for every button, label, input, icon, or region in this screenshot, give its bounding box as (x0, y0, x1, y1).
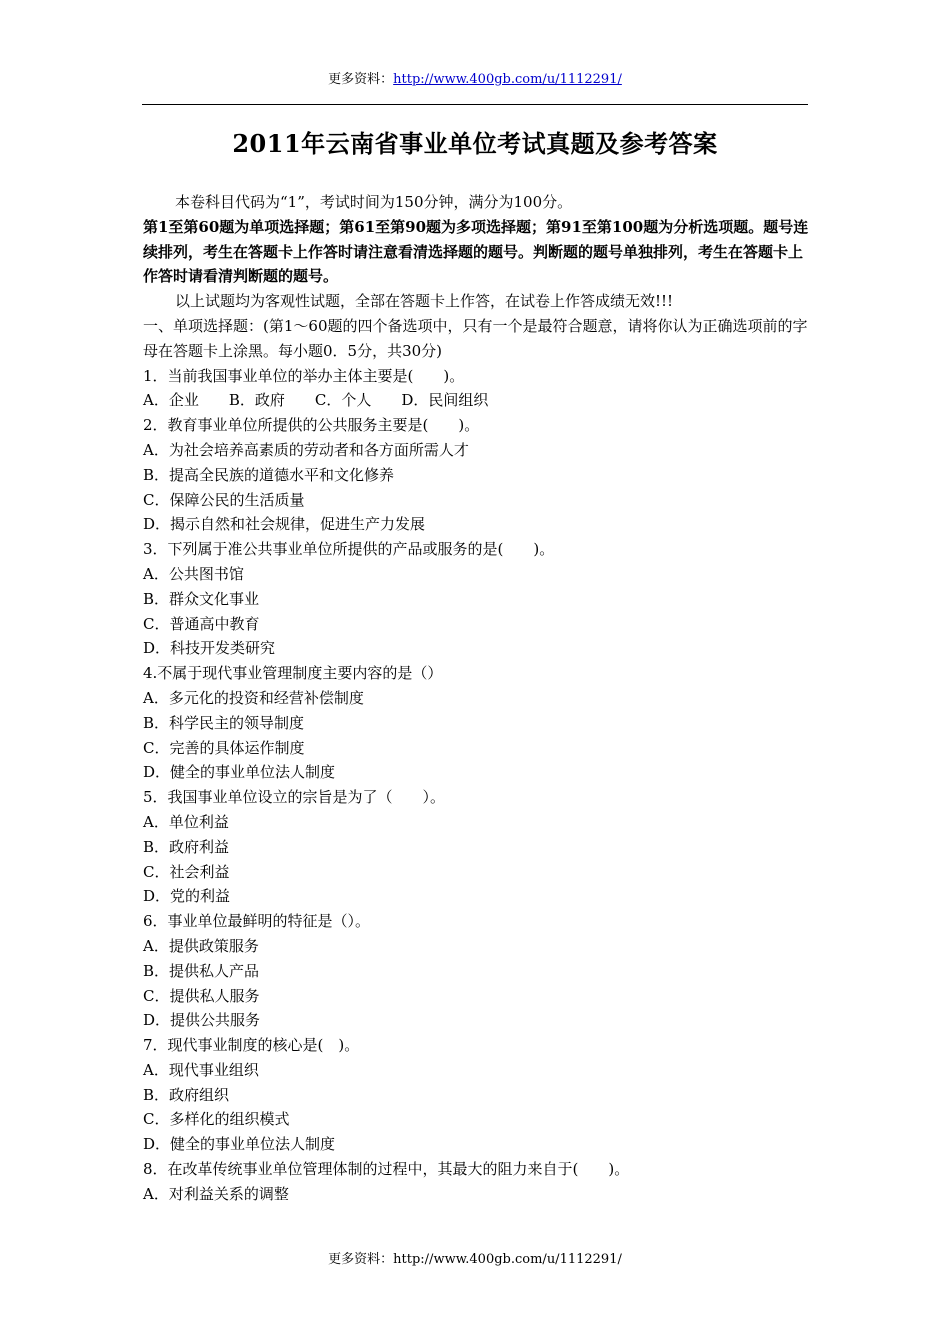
question-line: 2．教育事业单位所提供的公共服务主要是( )。 (143, 416, 480, 435)
option-line: B．科学民主的领导制度 (143, 713, 305, 732)
option-line: C．完善的具体运作制度 (143, 738, 305, 757)
option-line: D．提供公共服务 (143, 1011, 261, 1030)
page-footer (0, 1248, 950, 1267)
option-line: A．多元化的投资和经营补偿制度 (143, 688, 364, 707)
option-line: C．提供私人服务 (143, 986, 260, 1005)
question-line: 6．事业单位最鲜明的特征是（）。 (143, 912, 371, 931)
option-line: A．企业 B．政府 C．个人 D．民间组织 (143, 391, 489, 410)
question-line: 5．我国事业单位设立的宗旨是为了（ ）。 (143, 788, 446, 807)
option-line: A．单位利益 (143, 812, 229, 831)
question-line: 3．下列属于准公共事业单位所提供的产品或服务的是( )。 (143, 540, 555, 559)
question-list (143, 364, 811, 1207)
header-link[interactable]: http://www.400gb.com/u/1112291/ (393, 72, 622, 87)
option-line: D．健全的事业单位法人制度 (143, 763, 336, 782)
option-line: A．为社会培养高素质的劳动者和各方面所需人才 (143, 440, 469, 459)
option-line: B．政府组织 (143, 1085, 230, 1104)
option-line: D．健全的事业单位法人制度 (143, 1135, 336, 1154)
page-header (0, 68, 950, 87)
document-body (143, 190, 811, 1207)
header-rule (142, 104, 808, 105)
option-line: B．政府利益 (143, 837, 230, 856)
option-line: B．提供私人产品 (143, 961, 260, 980)
option-line: A．现代事业组织 (143, 1060, 259, 1079)
option-line: A．公共图书馆 (143, 564, 244, 583)
intro-bold-instructions: 第1至第60题为单项选择题；第61至第90题为多项选择题；第91至第100题为分析选项题。题号连续排列，考生在答题卡上作答时请注意看清选择题的题号。判断题的题号单独排列，考生在答题卡上作答时请看清判断题的题号。 (143, 217, 809, 286)
intro-line: 本卷科目代码为“1”，考试时间为150分钟，满分为100分。 (175, 193, 573, 211)
page-title: 2011年云南省事业单位考试真题及参考答案 (232, 129, 718, 158)
question-line: 8．在改革传统事业单位管理体制的过程中，其最大的阻力来自于( )。 (143, 1160, 630, 1179)
option-line: A．提供政策服务 (143, 936, 259, 955)
option-line: B．群众文化事业 (143, 589, 260, 608)
footer-link[interactable]: http://www.400gb.com/u/1112291/ (393, 1252, 622, 1267)
option-line: B．提高全民族的道德水平和文化修养 (143, 465, 395, 484)
option-line: D．党的利益 (143, 887, 231, 906)
option-line: C．社会利益 (143, 862, 230, 881)
option-line: A．对利益关系的调整 (143, 1184, 289, 1203)
option-line: C．保障公民的生活质量 (143, 490, 305, 509)
footer-label: 更多资料： (328, 1252, 394, 1267)
option-line: C．多样化的组织模式 (143, 1110, 290, 1129)
option-line: C．普通高中教育 (143, 614, 260, 633)
header-label: 更多资料： (328, 72, 394, 87)
question-line: 7．现代事业制度的核心是( )。 (143, 1036, 360, 1055)
option-line: D．科技开发类研究 (143, 639, 276, 658)
option-line: D．揭示自然和社会规律，促进生产力发展 (143, 515, 426, 534)
question-line: 1．当前我国事业单位的举办主体主要是( )。 (143, 366, 465, 385)
intro-warning: 以上试题均为客观性试题，全部在答题卡上作答，在试卷上作答成绩无效!!! (175, 292, 674, 311)
question-line: 4.不属于现代事业管理制度主要内容的是（） (143, 664, 443, 683)
section-heading: 一、单项选择题：(第1～60题的四个备选项中，只有一个是最符合题意，请将你认为正确选项前的字母在答题卡上涂黑。每小题0．5分，共30分) (143, 316, 808, 360)
